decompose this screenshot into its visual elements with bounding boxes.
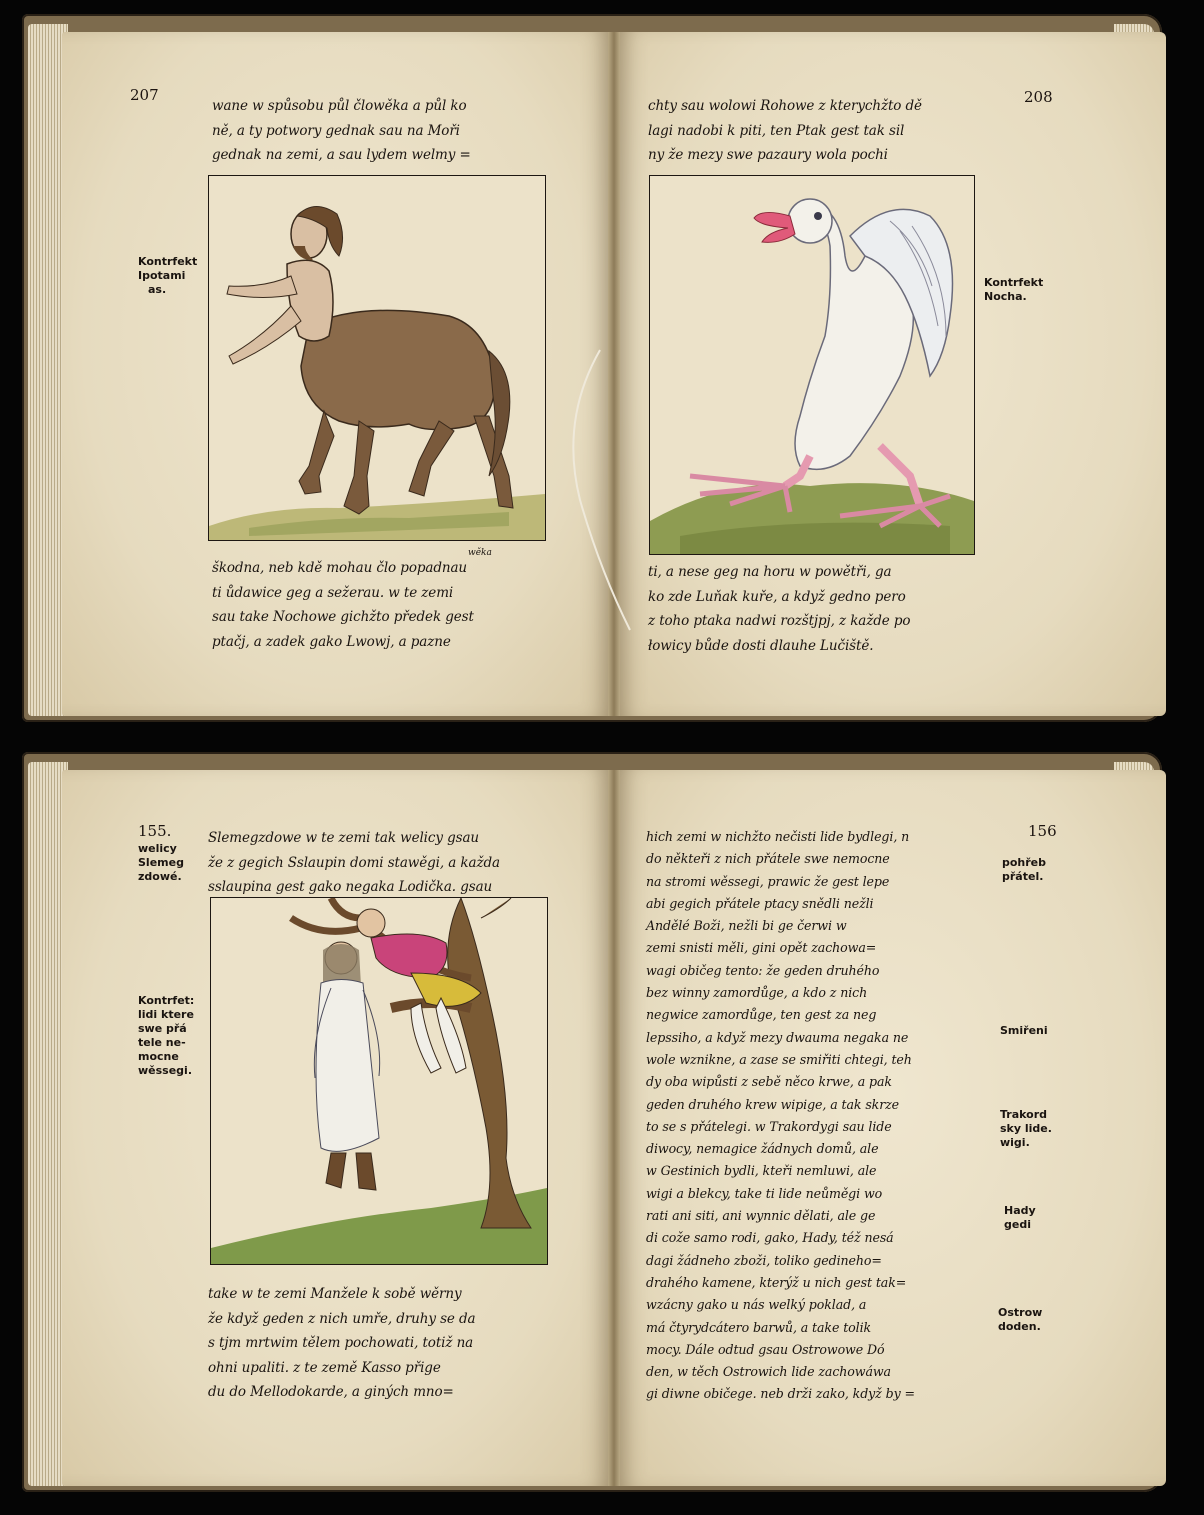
margin-note: Kontrfekt Nocha. (984, 276, 1044, 303)
text-block-top: chty sau wolowi Rohowe z kterychžto dě lagi nadobi k piti, ten Ptak gest tak sil ny že mezy swe pazaury wola pochi (648, 98, 922, 163)
margin-note-reconciliation: Smiřeni (1000, 1024, 1048, 1037)
text-block-top: wane w spůsobu půl člowěka a půl ko ně, a ty potwory gednak sau na Moři gednak na zemi, a sau lydem welmy = (212, 98, 471, 163)
margin-note-trakordy: Trakord sky lide. wigi. (1000, 1108, 1052, 1149)
margin-note-snakes: Hady gedi (1004, 1204, 1036, 1231)
text-block-top: Slemegzdowe w te zemi tak welicy gsau že z gegich Sslaupin domi stawěgi, a každa sslaupina gest gako negaka Lodička. gsau (208, 830, 500, 895)
book-gutter (608, 770, 620, 1486)
page-number: 155. (138, 822, 172, 840)
text-block-bottom: take w te zemi Manžele k sobě wěrny že když geden z nich umře, druhy se da s tjm mrtwim tělem pochowati, totiž na ohni upaliti. z te země Kasso přige du do Mellodokarde, a giných mno= (208, 1286, 476, 1400)
book-spread-bottom (22, 752, 1162, 1492)
interlinear-insertion: wěka (468, 548, 492, 558)
margin-note-island: Ostrow doden. (998, 1306, 1043, 1333)
margin-note: Kontrfet: lidi ktere swe přá tele ne- mocne wěssegi. (138, 994, 195, 1077)
centaur-drawing (209, 176, 545, 540)
margin-note-burial: pohřeb přátel. (1002, 856, 1047, 883)
illustration-hanging (210, 897, 548, 1265)
margin-note-top: welicy Slemeg zdowé. (138, 842, 184, 883)
text-block-bottom: ti, a nese geg na horu w powětři, ga ko zde Luňak kuře, a když gedno pero z toho ptaka nadwi rozštjpj, z každe po łowicy bůde dosti dlauhe Lučiště. (648, 564, 911, 654)
margin-note: Kontrfekt Ipotami as. (138, 255, 198, 296)
page-number: 207 (130, 86, 159, 104)
page-number: 208 (1024, 88, 1053, 106)
illustration-bird (649, 175, 975, 555)
page-number: 156 (1028, 822, 1057, 840)
text-block-main: hich zemi w nichžto nečisti lide bydlegi, n do někteři z nich přátele swe nemocne na stromi wěssegi, prawic že gest lepe abi gegich přátele ptacy snědli nežli Andělé Boži, nežli bi ge čerwi w zemi snisti měli, gini opět zachowa= wagi običeg tento: že geden druhého bez winny zamordůge, a kdo z nich negwice zamordůge, ten gest za neg lepssiho, a když mezy dwauma negaka ne wole wznikne, a zase se smiřiti chtegi, teh dy oba wipůsti z sebě něco krwe, a pak geden druhého krew wipige, a tak skrze to se s přátelegi. w Trakordygi sau lide diwocy, nemagice žádnych domů, ale w Gestinich bydli, kteři nemluwi, ale wigi a blekcy, take ti lide neůměgi wo rati ani siti, ani wynnic dělati, ale ge di cože samo rodi, gako, Hady, též nesá dagi žádneho zboži, toliko gedineho= drahého kamene, kterýž u nich gest tak= wzácny gako u nás welký poklad, a má čtyrydcátero barwů, a take tolik mocy. Dále odtud gsau Ostrowowe Dó den, w těch Ostrowich lide zachowáwa gi diwne običege. neb drži zako, když by = (646, 829, 915, 1402)
hanging-drawing (211, 898, 547, 1264)
loose-thread (560, 340, 640, 640)
text-block-bottom: škodna, neb kdě mohau člo popadnau ti ůdawice geg a sežerau. w te zemi sau take Nochowe gichžto předek gest ptačj, a zadek gako Lwowj, a pazne (212, 560, 474, 650)
illustration-centaur (208, 175, 546, 541)
bird-drawing (650, 176, 974, 554)
